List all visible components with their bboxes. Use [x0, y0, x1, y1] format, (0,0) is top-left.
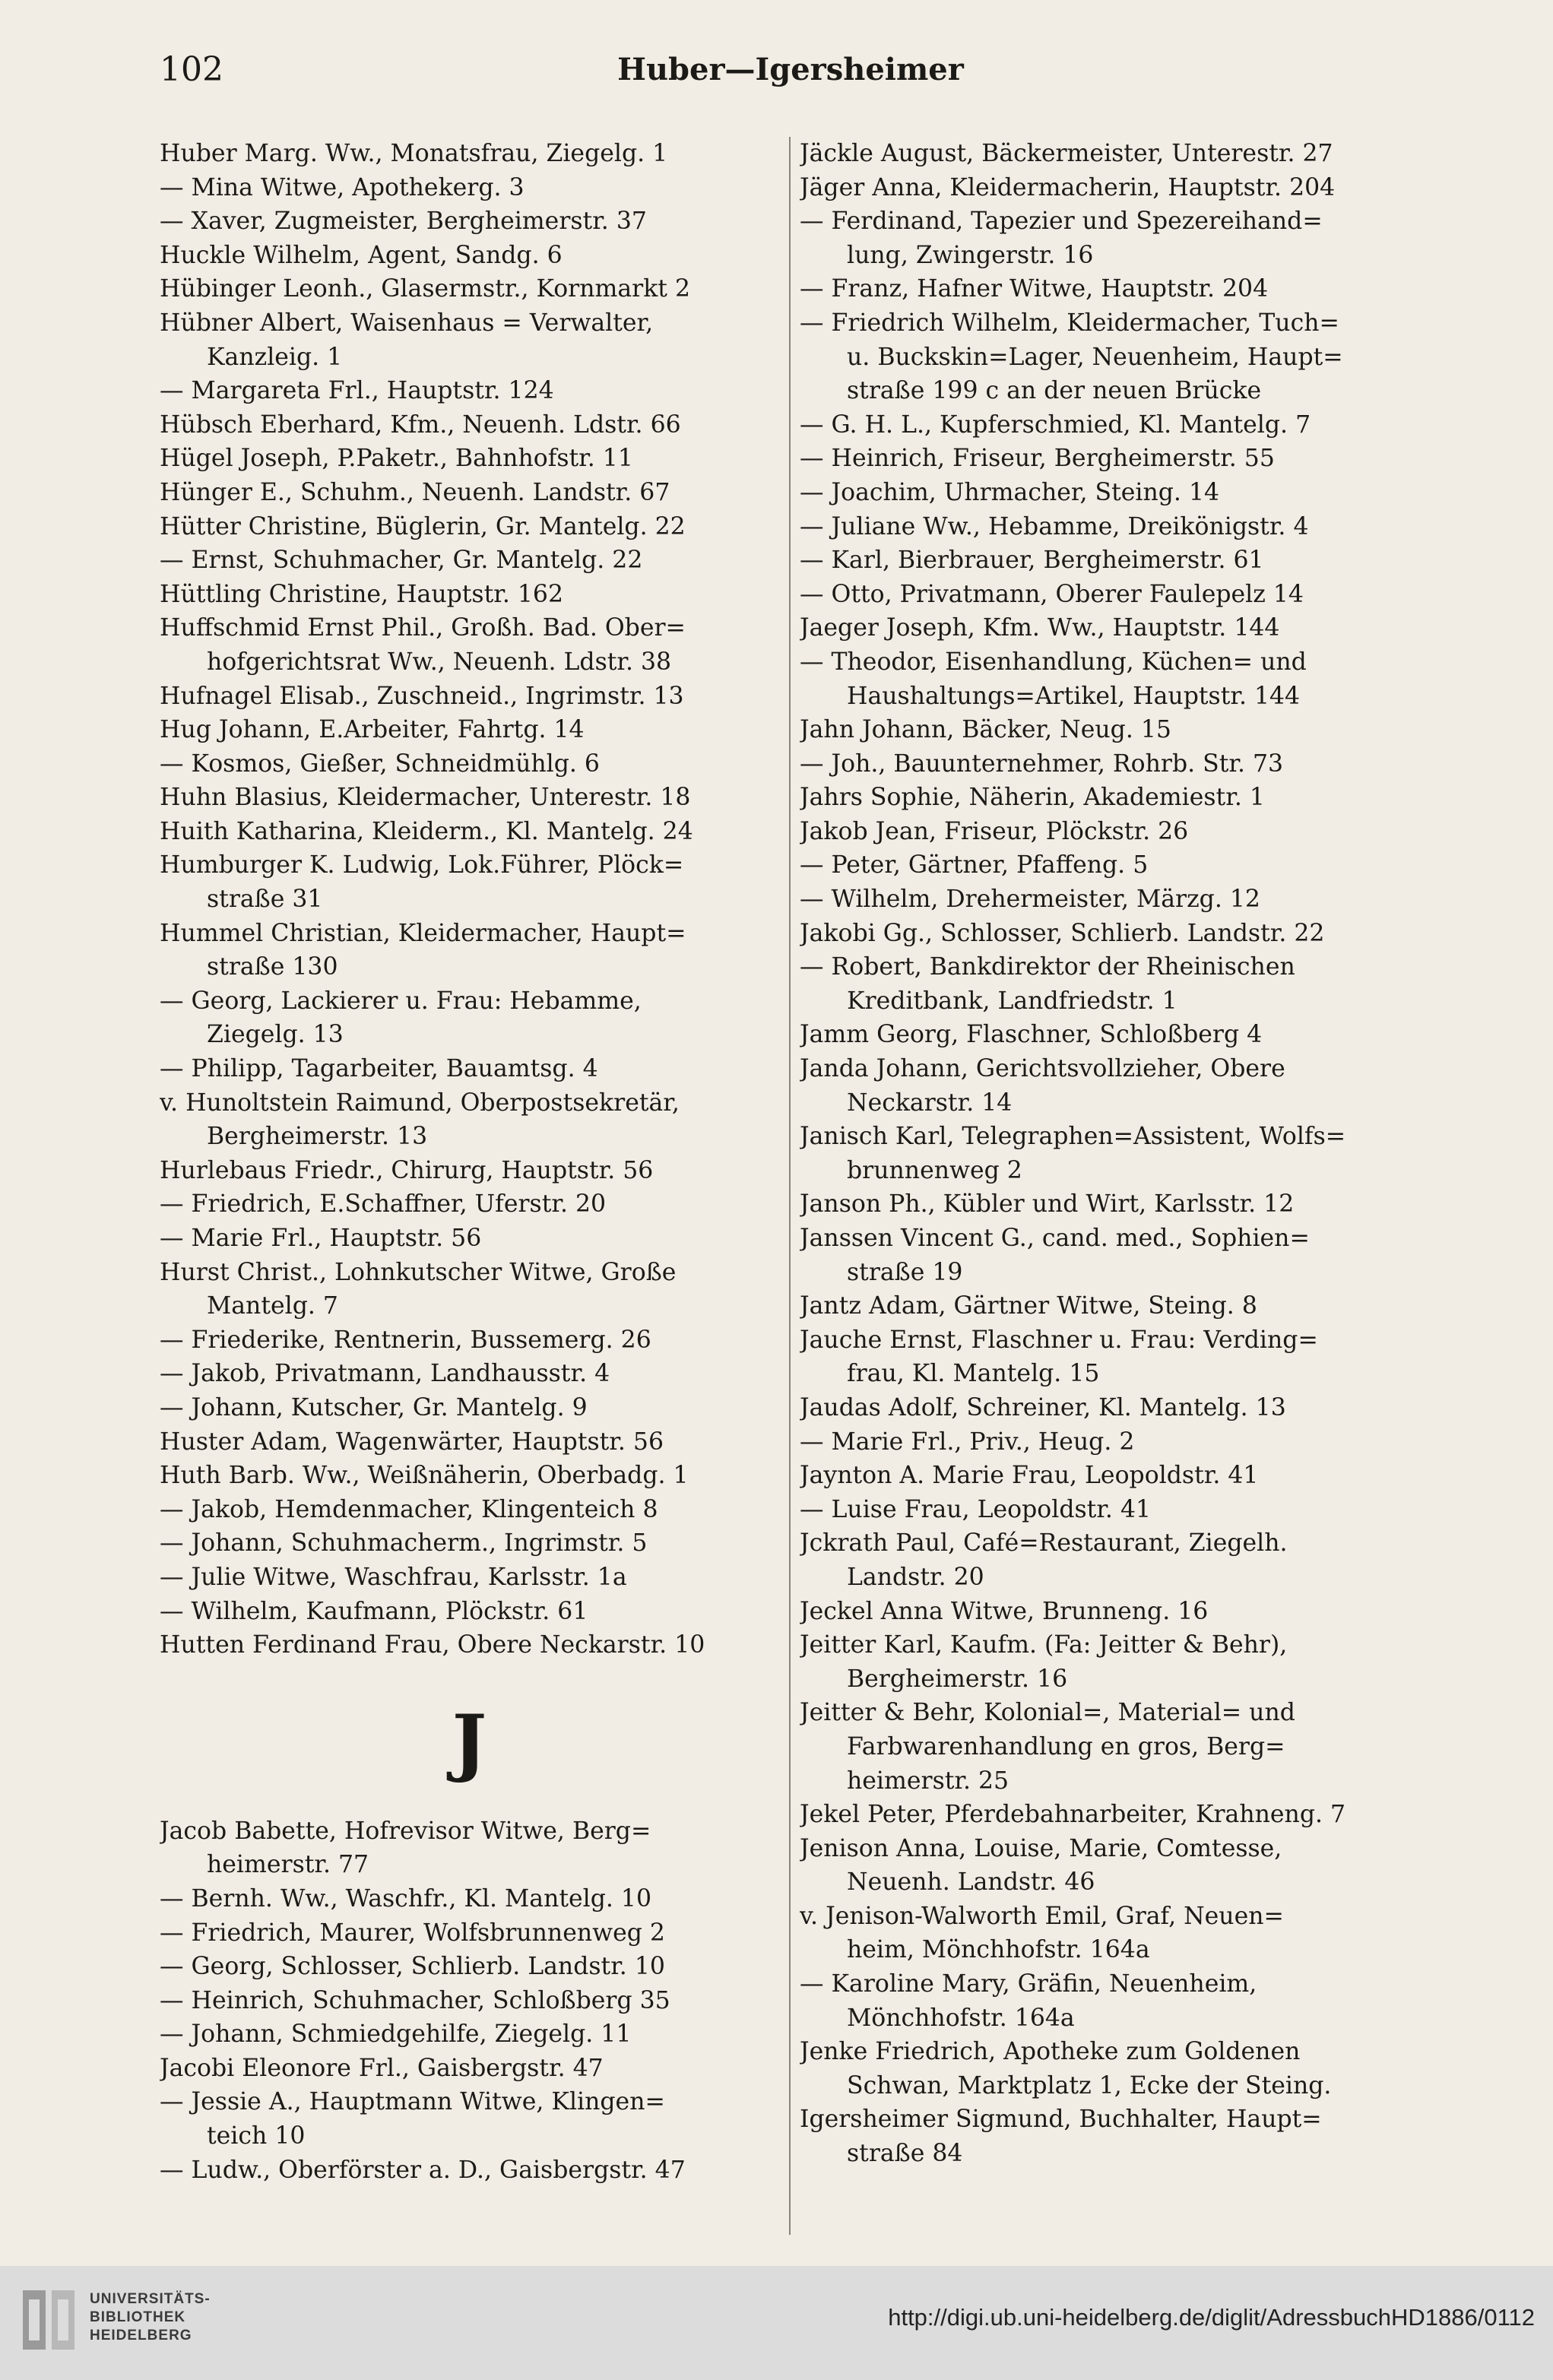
- directory-entry: Jckrath Paul, Café=Restaurant, Ziegelh.: [800, 1529, 1288, 1558]
- directory-entry: Jäger Anna, Kleidermacherin, Hauptstr. 204: [800, 173, 1336, 201]
- right-column: [800, 137, 1431, 2171]
- directory-entry: Jaeger Joseph, Kfm. Ww., Hauptstr. 144: [800, 614, 1280, 642]
- directory-entry: Jacob Babette, Hofrevisor Witwe, Berg=: [160, 1817, 651, 1845]
- directory-entry: Jeitter & Behr, Kolonial=, Material= und: [800, 1699, 1295, 1727]
- directory-entry: Huith Katharina, Kleiderm., Kl. Mantelg. 24: [160, 817, 693, 845]
- institution-line: UNIVERSITÄTS-: [90, 2291, 211, 2307]
- directory-entry: Igersheimer Sigmund, Buchhalter, Haupt=: [800, 2106, 1322, 2134]
- directory-entry: — Xaver, Zugmeister, Bergheimerstr. 37: [160, 208, 647, 236]
- directory-entry: Huhn Blasius, Kleidermacher, Unterestr. 18: [160, 784, 691, 812]
- directory-entry: — Heinrich, Friseur, Bergheimerstr. 55: [800, 445, 1275, 473]
- directory-entry: Hügel Joseph, P.Paketr., Bahnhofstr. 11: [160, 445, 633, 473]
- directory-entry: — Johann, Schmiedgehilfe, Ziegelg. 11: [160, 2020, 632, 2049]
- directory-entry: — Johann, Kutscher, Gr. Mantelg. 9: [160, 1393, 588, 1421]
- directory-entry-continuation: heimerstr. 25: [847, 1767, 1009, 1795]
- directory-entry: — Marie Frl., Priv., Heug. 2: [800, 1428, 1135, 1456]
- directory-entry: Hutten Ferdinand Frau, Obere Neckarstr. 10: [160, 1631, 705, 1659]
- directory-entry: Hübinger Leonh., Glasermstr., Kornmarkt 2: [160, 275, 691, 303]
- directory-entry-continuation: heimerstr. 77: [207, 1851, 369, 1879]
- directory-entry: — Theodor, Eisenhandlung, Küchen= und: [800, 648, 1307, 676]
- directory-entry-continuation: Kanzleig. 1: [207, 343, 343, 371]
- directory-entry: Jahn Johann, Bäcker, Neug. 15: [800, 716, 1171, 744]
- directory-entry-continuation: Bergheimerstr. 13: [207, 1123, 428, 1151]
- directory-entry: Jaudas Adolf, Schreiner, Kl. Mantelg. 13: [800, 1393, 1286, 1421]
- directory-entry: — Franz, Hafner Witwe, Hauptstr. 204: [800, 275, 1269, 303]
- directory-entry: Huffschmid Ernst Phil., Großh. Bad. Ober=: [160, 614, 686, 642]
- directory-entry-continuation: Mönchhofstr. 164a: [847, 2004, 1075, 2032]
- directory-entry-continuation: Mantelg. 7: [207, 1292, 338, 1320]
- directory-entry: Huth Barb. Ww., Weißnäherin, Oberbadg. 1: [160, 1462, 689, 1490]
- directory-entry: Jeckel Anna Witwe, Brunneng. 16: [800, 1597, 1209, 1625]
- directory-entry: — Ernst, Schuhmacher, Gr. Mantelg. 22: [160, 547, 643, 575]
- directory-entry: Huster Adam, Wagenwärter, Hauptstr. 56: [160, 1428, 664, 1456]
- directory-entry: — Karoline Mary, Gräfin, Neuenheim,: [800, 1970, 1257, 1998]
- directory-entry-continuation: teich 10: [207, 2122, 306, 2150]
- directory-entry: — Joachim, Uhrmacher, Steing. 14: [800, 478, 1220, 506]
- directory-entry: Huckle Wilhelm, Agent, Sandg. 6: [160, 241, 563, 269]
- directory-entry: Hübner Albert, Waisenhaus = Verwalter,: [160, 309, 654, 337]
- directory-entry-continuation: straße 19: [847, 1258, 963, 1286]
- directory-entry-continuation: lung, Zwingerstr. 16: [847, 241, 1094, 269]
- directory-entry: — Ludw., Oberförster a. D., Gaisbergstr. 47: [160, 2156, 686, 2184]
- directory-entry: Hug Johann, E.Arbeiter, Fahrtg. 14: [160, 716, 585, 744]
- directory-entry: Hütter Christine, Büglerin, Gr. Mantelg. 22: [160, 512, 686, 540]
- directory-entry: — Jakob, Hemdenmacher, Klingenteich 8: [160, 1495, 658, 1523]
- directory-entry: — Friedrich, E.Schaffner, Uferstr. 20: [160, 1190, 607, 1219]
- directory-entry: Hufnagel Elisab., Zuschneid., Ingrimstr. 13: [160, 682, 684, 710]
- directory-entry: Jaynton A. Marie Frau, Leopoldstr. 41: [800, 1462, 1259, 1490]
- directory-entry: — Mina Witwe, Apothekerg. 3: [160, 173, 525, 201]
- left-column: [160, 137, 779, 2187]
- directory-entry: — Georg, Lackierer u. Frau: Hebamme,: [160, 987, 642, 1015]
- directory-entry: Hünger E., Schuhm., Neuenh. Landstr. 67: [160, 478, 670, 506]
- directory-entry: Hurst Christ., Lohnkutscher Witwe, Große: [160, 1258, 677, 1286]
- directory-entry: — Wilhelm, Drehermeister, Märzg. 12: [800, 886, 1260, 914]
- directory-entry: Jenison Anna, Louise, Marie, Comtesse,: [800, 1834, 1282, 1862]
- directory-entry-continuation: Neuenh. Landstr. 46: [847, 1868, 1095, 1897]
- directory-entry-continuation: straße 199 c an der neuen Brücke: [847, 377, 1262, 405]
- directory-entry: Jantz Adam, Gärtner Witwe, Steing. 8: [800, 1292, 1257, 1320]
- directory-entry: Hummel Christian, Kleidermacher, Haupt=: [160, 919, 686, 947]
- directory-entry: Jauche Ernst, Flaschner u. Frau: Verding=: [800, 1326, 1318, 1354]
- directory-entry: — Karl, Bierbrauer, Bergheimerstr. 61: [800, 547, 1264, 575]
- institution-line: HEIDELBERG: [90, 2328, 192, 2344]
- directory-entry: Jäckle August, Bäckermeister, Unterestr. 27: [800, 140, 1333, 167]
- directory-entry: — Johann, Schuhmacherm., Ingrimstr. 5: [160, 1529, 648, 1558]
- directory-entry: Janssen Vincent G., cand. med., Sophien=: [800, 1225, 1310, 1252]
- directory-entry: Jakobi Gg., Schlosser, Schlierb. Landstr. 22: [800, 919, 1325, 947]
- directory-entry: — Margareta Frl., Hauptstr. 124: [160, 377, 554, 405]
- directory-entry: — Friederike, Rentnerin, Bussemerg. 26: [160, 1326, 651, 1354]
- directory-entry-continuation: Neckarstr. 14: [847, 1089, 1013, 1117]
- directory-entry-continuation: heim, Mönchhofstr. 164a: [847, 1936, 1150, 1964]
- directory-entry-continuation: Ziegelg. 13: [207, 1021, 344, 1049]
- footer-bar: [0, 2266, 1553, 2380]
- directory-entry: — Bernh. Ww., Waschfr., Kl. Mantelg. 10: [160, 1884, 652, 1913]
- directory-entry: Jahrs Sophie, Näherin, Akademiestr. 1: [800, 784, 1265, 812]
- directory-entry: Hurlebaus Friedr., Chirurg, Hauptstr. 56: [160, 1156, 654, 1184]
- directory-entry: — Otto, Privatmann, Oberer Faulepelz 14: [800, 580, 1304, 608]
- directory-entry: — Georg, Schlosser, Schlierb. Landstr. 10: [160, 1953, 665, 1981]
- directory-entry-continuation: Haushaltungs=Artikel, Hauptstr. 144: [847, 682, 1301, 710]
- directory-entry: — Friedrich Wilhelm, Kleidermacher, Tuch=: [800, 309, 1339, 337]
- directory-entry: — Jakob, Privatmann, Landhausstr. 4: [160, 1360, 610, 1388]
- directory-entry-continuation: Farbwarenhandlung en gros, Berg=: [847, 1732, 1285, 1760]
- directory-entry: — Heinrich, Schuhmacher, Schloßberg 35: [160, 1986, 670, 2014]
- directory-entry: Jekel Peter, Pferdebahnarbeiter, Krahneng. 7: [800, 1801, 1346, 1829]
- directory-entry: — G. H. L., Kupferschmied, Kl. Mantelg. 7: [800, 410, 1311, 439]
- directory-entry: Janda Johann, Gerichtsvollzieher, Obere: [800, 1055, 1285, 1083]
- directory-entry: Jamm Georg, Flaschner, Schloßberg 4: [800, 1021, 1263, 1049]
- page-number: 102: [160, 50, 223, 89]
- directory-entry-continuation: straße 130: [207, 953, 338, 981]
- directory-entry: v. Hunoltstein Raimund, Oberpostsekretär,: [160, 1089, 680, 1117]
- institution-name: [90, 2290, 211, 2345]
- directory-entry-continuation: Schwan, Marktplatz 1, Ecke der Steing.: [847, 2071, 1332, 2100]
- section-letter: J: [452, 1698, 487, 1785]
- directory-entry: — Jessie A., Hauptmann Witwe, Klingen=: [160, 2088, 665, 2116]
- directory-entry: — Marie Frl., Hauptstr. 56: [160, 1225, 482, 1252]
- directory-entry-continuation: Landstr. 20: [847, 1563, 984, 1591]
- directory-entry: — Joh., Bauunternehmer, Rohrb. Str. 73: [800, 749, 1284, 778]
- column-divider: [789, 137, 791, 2235]
- directory-entry-continuation: u. Buckskin=Lager, Neuenheim, Haupt=: [847, 343, 1343, 371]
- directory-entry-continuation: Kreditbank, Landfriedstr. 1: [847, 987, 1177, 1015]
- directory-entry: Humburger K. Ludwig, Lok.Führer, Plöck=: [160, 851, 684, 879]
- directory-entry: Jacobi Eleonore Frl., Gaisbergstr. 47: [160, 2054, 604, 2082]
- directory-entry: — Kosmos, Gießer, Schneidmühlg. 6: [160, 749, 600, 778]
- directory-entry: — Luise Frau, Leopoldstr. 41: [800, 1495, 1152, 1523]
- directory-entry-continuation: straße 84: [847, 2140, 963, 2168]
- directory-entry: — Robert, Bankdirektor der Rheinischen: [800, 953, 1295, 981]
- directory-entry-continuation: Bergheimerstr. 16: [847, 1665, 1068, 1693]
- directory-entry: — Julie Witwe, Waschfrau, Karlsstr. 1a: [160, 1563, 627, 1591]
- running-title: Huber—Igersheimer: [617, 52, 964, 87]
- directory-entry: Jenke Friedrich, Apotheke zum Goldenen: [800, 2038, 1301, 2066]
- directory-entry-continuation: hofgerichtsrat Ww., Neuenh. Ldstr. 38: [207, 648, 672, 676]
- source-url-link[interactable]: http://digi.ub.uni-heidelberg.de/diglit/AdressbuchHD1886/0112: [888, 2304, 1535, 2331]
- directory-entry: — Friedrich, Maurer, Wolfsbrunnenweg 2: [160, 1919, 665, 1947]
- institution-line: BIBLIOTHEK: [90, 2309, 186, 2325]
- directory-entry: Huber Marg. Ww., Monatsfrau, Ziegelg. 1: [160, 140, 668, 167]
- directory-entry: Janson Ph., Kübler und Wirt, Karlsstr. 12: [800, 1190, 1295, 1219]
- directory-entry: — Wilhelm, Kaufmann, Plöckstr. 61: [160, 1597, 588, 1625]
- directory-entry: Hüttling Christine, Hauptstr. 162: [160, 580, 563, 608]
- directory-entry-continuation: brunnenweg 2: [847, 1156, 1022, 1184]
- directory-entry: Janisch Karl, Telegraphen=Assistent, Wolfs=: [800, 1123, 1346, 1151]
- page-header: [160, 50, 1421, 96]
- directory-entry: — Juliane Ww., Hebamme, Dreikönigstr. 4: [800, 512, 1309, 540]
- university-library-logo-icon: [18, 2286, 79, 2354]
- directory-entry: Hübsch Eberhard, Kfm., Neuenh. Ldstr. 66: [160, 410, 681, 439]
- directory-entry: Jeitter Karl, Kaufm. (Fa: Jeitter & Behr),: [800, 1631, 1288, 1659]
- directory-entry-continuation: straße 31: [207, 886, 323, 914]
- directory-entry-continuation: frau, Kl. Mantelg. 15: [847, 1360, 1100, 1388]
- directory-entry: v. Jenison-Walworth Emil, Graf, Neuen=: [800, 1902, 1284, 1930]
- directory-entry: — Ferdinand, Tapezier und Spezereihand=: [800, 208, 1323, 236]
- directory-entry: — Philipp, Tagarbeiter, Bauamtsg. 4: [160, 1055, 598, 1083]
- directory-entry: — Peter, Gärtner, Pfaffeng. 5: [800, 851, 1149, 879]
- directory-entry: Jakob Jean, Friseur, Plöckstr. 26: [800, 817, 1189, 845]
